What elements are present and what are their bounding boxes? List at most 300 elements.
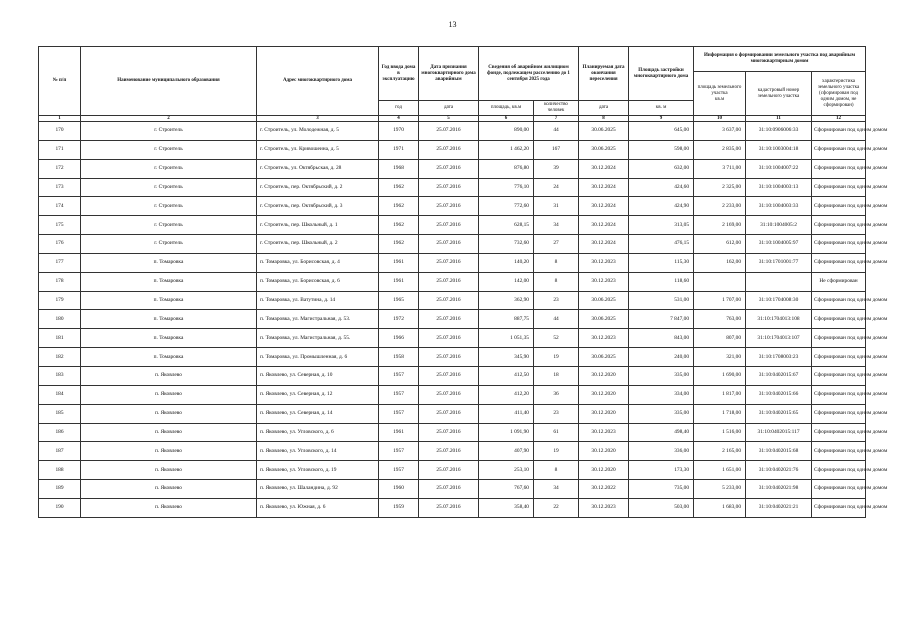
header-land-area: площадь земельного участка кв.м xyxy=(694,72,746,116)
header-address: Адрес многоквартирного дома xyxy=(257,47,379,116)
cell-date-emergency: 25.07.2016 xyxy=(419,291,479,310)
cell-land-area: 3 637,00 xyxy=(694,122,746,141)
header-unit-year: год xyxy=(379,101,419,116)
cell-building-area: 173,30 xyxy=(629,461,694,480)
table-row xyxy=(39,272,866,291)
cell-land-status: Сформирован под одним домом xyxy=(812,310,866,329)
cell-land-area: 321,00 xyxy=(694,348,746,367)
cell-people-count: 18 xyxy=(534,366,579,385)
cell-cadastral-number: 31:10:1701001:77 xyxy=(746,253,812,272)
header-year-commissioned: Год ввода дома в эксплуатацию xyxy=(379,47,419,101)
cell-date-emergency: 25.07.2016 xyxy=(419,178,479,197)
cell-row-number: 177 xyxy=(39,253,81,272)
cell-year-commissioned: 1960 xyxy=(379,480,419,499)
cell-building-area: 335,00 xyxy=(629,366,694,385)
cell-year-commissioned: 1962 xyxy=(379,197,419,216)
cell-cadastral-number: 31:10:1004007:22 xyxy=(746,159,812,178)
cell-row-number: 179 xyxy=(39,291,81,310)
cell-date-emergency: 25.07.2016 xyxy=(419,272,479,291)
cell-land-area: 1 817,00 xyxy=(694,385,746,404)
table-row xyxy=(39,385,866,404)
table-row xyxy=(39,404,866,423)
cell-planned-date: 30.12.2022 xyxy=(579,480,629,499)
cell-row-number: 190 xyxy=(39,498,81,517)
cell-planned-date: 30.06.2025 xyxy=(579,291,629,310)
column-number: 2 xyxy=(81,116,257,122)
header-fund-info: Сведения об аварийном жилищном фонде, подлежащем расселению до 1 сентября 2025 года xyxy=(479,47,579,101)
cell-planned-date: 30.06.2025 xyxy=(579,310,629,329)
table-row xyxy=(39,235,866,254)
cell-people-count: 61 xyxy=(534,423,579,442)
cell-address: п. Яковлево, ул. Северная, д. 14 xyxy=(257,404,379,423)
cell-date-emergency: 25.07.2016 xyxy=(419,329,479,348)
cell-area: 767,60 xyxy=(479,480,534,499)
cell-cadastral-number: 31:10:1004003:33 xyxy=(746,197,812,216)
cell-building-area: 7 847,00 xyxy=(629,310,694,329)
cell-cadastral-number: 31:10:1003004:18 xyxy=(746,140,812,159)
header-unit-people: количество человек xyxy=(534,101,579,116)
cell-address: г. Строитель, ул. Кривошеина, д. 5 xyxy=(257,140,379,159)
cell-year-commissioned: 1959 xyxy=(379,498,419,517)
cell-year-commissioned: 1957 xyxy=(379,461,419,480)
cell-land-status: Сформирован под одним домом xyxy=(812,291,866,310)
cell-row-number: 171 xyxy=(39,140,81,159)
cell-land-area: 2 325,00 xyxy=(694,178,746,197)
table-header xyxy=(39,47,866,116)
table-body xyxy=(39,116,888,518)
cell-land-status: Сформирован под одним домом xyxy=(812,461,866,480)
cell-land-status: Сформирован под одним домом xyxy=(812,122,866,141)
cell-land-area: 1 690,00 xyxy=(694,366,746,385)
cell-year-commissioned: 1962 xyxy=(379,235,419,254)
cell-municipality: п. Томаровка xyxy=(81,348,257,367)
page-number: 13 xyxy=(448,20,457,29)
table-row xyxy=(39,216,866,235)
cell-municipality: п. Яковлево xyxy=(81,480,257,499)
cell-land-status: Не сформирован xyxy=(812,272,866,291)
cell-row-number: 172 xyxy=(39,159,81,178)
cell-planned-date: 30.12.2024 xyxy=(579,216,629,235)
cell-row-number: 189 xyxy=(39,480,81,499)
cell-row-number: 188 xyxy=(39,461,81,480)
cell-land-status: Сформирован под одним домом xyxy=(812,442,866,461)
cell-land-area: 1 683,00 xyxy=(694,498,746,517)
cell-building-area: 115,30 xyxy=(629,253,694,272)
cell-year-commissioned: 1957 xyxy=(379,404,419,423)
table-row xyxy=(39,122,866,141)
cell-municipality: г. Строитель xyxy=(81,235,257,254)
cell-row-number: 180 xyxy=(39,310,81,329)
cell-planned-date: 30.12.2023 xyxy=(579,498,629,517)
cell-building-area: 424,60 xyxy=(629,178,694,197)
cell-municipality: п. Яковлево xyxy=(81,404,257,423)
cell-row-number: 173 xyxy=(39,178,81,197)
cell-land-area xyxy=(694,272,746,291)
cell-area: 1 462,20 xyxy=(479,140,534,159)
cell-area: 772,60 xyxy=(479,197,534,216)
cell-people-count: 34 xyxy=(534,216,579,235)
cell-people-count: 36 xyxy=(534,385,579,404)
cell-cadastral-number: 31:10:0402015:117 xyxy=(746,423,812,442)
cell-year-commissioned: 1965 xyxy=(379,291,419,310)
table-row xyxy=(39,480,866,499)
cell-building-area: 476,15 xyxy=(629,235,694,254)
cell-area: 140,20 xyxy=(479,253,534,272)
table-row xyxy=(39,348,866,367)
cell-row-number: 175 xyxy=(39,216,81,235)
cell-address: г. Строитель, пер. Школьный, д. 1 xyxy=(257,216,379,235)
table-row xyxy=(39,366,866,385)
cell-cadastral-number: 31:10:1704008:30 xyxy=(746,291,812,310)
cell-row-number: 170 xyxy=(39,122,81,141)
column-number: 5 xyxy=(419,116,479,122)
cell-land-status: Сформирован под одним домом xyxy=(812,480,866,499)
cell-municipality: п. Яковлево xyxy=(81,385,257,404)
cell-address: п. Томаровка, ул. Магистральная, д. 55. xyxy=(257,329,379,348)
cell-address: п. Томаровка, ул. Промышленная, д. 6 xyxy=(257,348,379,367)
cell-land-area: 1 707,00 xyxy=(694,291,746,310)
cell-row-number: 174 xyxy=(39,197,81,216)
cell-address: г. Строитель, пер. Школьный, д. 2 xyxy=(257,235,379,254)
cell-row-number: 186 xyxy=(39,423,81,442)
cell-planned-date: 30.06.2025 xyxy=(579,348,629,367)
header-land-info: Информация о формировании земельного участка под аварийным многоквартирным домом xyxy=(694,47,866,72)
cell-year-commissioned: 1961 xyxy=(379,253,419,272)
cell-municipality: п. Яковлево xyxy=(81,366,257,385)
cell-area: 890,00 xyxy=(479,122,534,141)
cell-row-number: 176 xyxy=(39,235,81,254)
cell-year-commissioned: 1971 xyxy=(379,140,419,159)
cell-people-count: 19 xyxy=(534,348,579,367)
cell-year-commissioned: 1962 xyxy=(379,178,419,197)
cell-municipality: п. Томаровка xyxy=(81,272,257,291)
cell-building-area: 843,00 xyxy=(629,329,694,348)
cell-cadastral-number: 31:10:1004005:97 xyxy=(746,235,812,254)
table-row xyxy=(39,159,866,178)
cell-municipality: г. Строитель xyxy=(81,159,257,178)
cell-address: п. Яковлево, ул. Угловского, д. 14 xyxy=(257,442,379,461)
header-date-emergency: Дата признания многоквартирного дома аварийным xyxy=(419,47,479,101)
cell-area: 358,40 xyxy=(479,498,534,517)
cell-address: п. Яковлево, ул. Угловского, д. 6 xyxy=(257,423,379,442)
cell-year-commissioned: 1970 xyxy=(379,122,419,141)
cell-date-emergency: 25.07.2016 xyxy=(419,404,479,423)
cell-land-area: 807,00 xyxy=(694,329,746,348)
cell-land-area: 162,00 xyxy=(694,253,746,272)
header-planned-date: Планируемая дата окончания переселения xyxy=(579,47,629,101)
cell-cadastral-number: 31:10:0402021:21 xyxy=(746,498,812,517)
table-row xyxy=(39,140,866,159)
cell-land-status: Сформирован под одним домом xyxy=(812,197,866,216)
cell-planned-date: 30.06.2025 xyxy=(579,122,629,141)
cell-cadastral-number: 31:10:0402015:67 xyxy=(746,366,812,385)
cell-people-count: 31 xyxy=(534,197,579,216)
cell-cadastral-number: 31:10:0402021:76 xyxy=(746,461,812,480)
cell-land-status: Сформирован под одним домом xyxy=(812,404,866,423)
column-number: 4 xyxy=(379,116,419,122)
cell-land-area: 1 651,00 xyxy=(694,461,746,480)
cell-municipality: п. Яковлево xyxy=(81,498,257,517)
header-cadastral: кадастровый номер земельного участка xyxy=(746,72,812,116)
table-row xyxy=(39,310,866,329)
cell-planned-date: 30.12.2020 xyxy=(579,461,629,480)
cell-land-area: 763,00 xyxy=(694,310,746,329)
cell-land-status: Сформирован под одним домом xyxy=(812,366,866,385)
cell-land-status: Сформирован под одним домом xyxy=(812,253,866,272)
emergency-housing-table xyxy=(38,46,888,518)
cell-people-count: 8 xyxy=(534,272,579,291)
cell-address: п. Томаровка, ул. Магистральная, д. 53. xyxy=(257,310,379,329)
cell-cadastral-number: 31:10:0402015:68 xyxy=(746,442,812,461)
cell-row-number: 178 xyxy=(39,272,81,291)
cell-date-emergency: 25.07.2016 xyxy=(419,159,479,178)
header-municipality: Наименование муниципального образования xyxy=(81,47,257,116)
cell-year-commissioned: 1962 xyxy=(379,216,419,235)
cell-row-number: 183 xyxy=(39,366,81,385)
cell-building-area: 598,00 xyxy=(629,140,694,159)
cell-municipality: г. Строитель xyxy=(81,122,257,141)
column-number: 12 xyxy=(812,116,866,122)
cell-area: 412,20 xyxy=(479,385,534,404)
cell-date-emergency: 25.07.2016 xyxy=(419,442,479,461)
cell-land-area: 3 711,00 xyxy=(694,159,746,178)
cell-planned-date: 30.12.2023 xyxy=(579,272,629,291)
cell-address: п. Яковлево, ул. Шаландина, д. 92 xyxy=(257,480,379,499)
cell-planned-date: 30.12.2020 xyxy=(579,385,629,404)
cell-building-area: 735,00 xyxy=(629,480,694,499)
cell-building-area: 498,40 xyxy=(629,423,694,442)
cell-people-count: 8 xyxy=(534,461,579,480)
column-number: 3 xyxy=(257,116,379,122)
cell-area: 876,80 xyxy=(479,159,534,178)
cell-area: 345,90 xyxy=(479,348,534,367)
cell-area: 887,75 xyxy=(479,310,534,329)
cell-area: 407,90 xyxy=(479,442,534,461)
cell-municipality: п. Яковлево xyxy=(81,461,257,480)
table-row xyxy=(39,291,866,310)
cell-cadastral-number: 31:10:1004003:13 xyxy=(746,178,812,197)
cell-municipality: п. Томаровка xyxy=(81,329,257,348)
cell-municipality: г. Строитель xyxy=(81,216,257,235)
cell-row-number: 181 xyxy=(39,329,81,348)
table-row xyxy=(39,442,866,461)
cell-date-emergency: 25.07.2016 xyxy=(419,310,479,329)
cell-planned-date: 30.12.2023 xyxy=(579,329,629,348)
cell-land-area: 2 835,00 xyxy=(694,140,746,159)
cell-address: г. Строитель, пер. Октябрьский, д. 3 xyxy=(257,197,379,216)
cell-planned-date: 30.12.2024 xyxy=(579,235,629,254)
cell-area: 776,10 xyxy=(479,178,534,197)
cell-year-commissioned: 1957 xyxy=(379,366,419,385)
column-number: 8 xyxy=(579,116,629,122)
cell-planned-date: 30.06.2025 xyxy=(579,140,629,159)
cell-municipality: г. Строитель xyxy=(81,197,257,216)
cell-row-number: 182 xyxy=(39,348,81,367)
cell-year-commissioned: 1961 xyxy=(379,423,419,442)
table-row xyxy=(39,423,866,442)
table-row xyxy=(39,197,866,216)
cell-year-commissioned: 1957 xyxy=(379,385,419,404)
cell-cadastral-number: 31:10:0402015:66 xyxy=(746,385,812,404)
table-row xyxy=(39,461,866,480)
cell-address: п. Яковлево, ул. Северная, д. 12 xyxy=(257,385,379,404)
cell-building-area: 632,00 xyxy=(629,159,694,178)
cell-land-area: 1 516,00 xyxy=(694,423,746,442)
cell-people-count: 22 xyxy=(534,498,579,517)
header-land-status: характеристика земельного участка (сформирован под одним домом, не сформирован) xyxy=(812,72,866,116)
header-unit-date: дата xyxy=(419,101,479,116)
cell-year-commissioned: 1961 xyxy=(379,272,419,291)
cell-building-area: 335,00 xyxy=(629,404,694,423)
header-unit-date2: дата xyxy=(579,101,629,116)
cell-date-emergency: 25.07.2016 xyxy=(419,480,479,499)
cell-address: п. Яковлево, ул. Угловского, д. 19 xyxy=(257,461,379,480)
cell-planned-date: 30.12.2023 xyxy=(579,423,629,442)
cell-people-count: 39 xyxy=(534,159,579,178)
cell-address: п. Томаровка, ул. Борисовская, д. 6 xyxy=(257,272,379,291)
cell-municipality: п. Томаровка xyxy=(81,291,257,310)
cell-land-status: Сформирован под одним домом xyxy=(812,423,866,442)
cell-people-count: 19 xyxy=(534,442,579,461)
header-building-area: Площадь застройки многоквартирного дома xyxy=(629,47,694,101)
cell-cadastral-number: 31:10:0906006:33 xyxy=(746,122,812,141)
cell-area: 253,10 xyxy=(479,461,534,480)
cell-address: п. Яковлево, ул. Северная, д. 10 xyxy=(257,366,379,385)
header-num: № п/п xyxy=(39,47,81,116)
cell-year-commissioned: 1972 xyxy=(379,310,419,329)
cell-people-count: 24 xyxy=(534,178,579,197)
cell-date-emergency: 25.07.2016 xyxy=(419,423,479,442)
cell-date-emergency: 25.07.2016 xyxy=(419,197,479,216)
column-number: 7 xyxy=(534,116,579,122)
cell-planned-date: 30.12.2020 xyxy=(579,442,629,461)
cell-building-area: 240,00 xyxy=(629,348,694,367)
cell-people-count: 44 xyxy=(534,122,579,141)
cell-planned-date: 30.12.2024 xyxy=(579,159,629,178)
cell-land-area: 5 233,00 xyxy=(694,480,746,499)
cell-year-commissioned: 1966 xyxy=(379,329,419,348)
cell-area: 412,50 xyxy=(479,366,534,385)
header-unit-sqm: кв. м xyxy=(629,101,694,116)
cell-cadastral-number: 31:10:1708003:23 xyxy=(746,348,812,367)
cell-people-count: 167 xyxy=(534,140,579,159)
cell-row-number: 185 xyxy=(39,404,81,423)
cell-land-status: Сформирован под одним домом xyxy=(812,329,866,348)
cell-planned-date: 30.12.2024 xyxy=(579,178,629,197)
cell-land-status: Сформирован под одним домом xyxy=(812,159,866,178)
cell-land-status: Сформирован под одним домом xyxy=(812,498,866,517)
cell-building-area: 313,05 xyxy=(629,216,694,235)
cell-planned-date: 30.12.2020 xyxy=(579,404,629,423)
cell-date-emergency: 25.07.2016 xyxy=(419,140,479,159)
cell-land-area: 2 165,00 xyxy=(694,442,746,461)
column-number: 11 xyxy=(746,116,812,122)
table-row xyxy=(39,329,866,348)
cell-date-emergency: 25.07.2016 xyxy=(419,253,479,272)
cell-municipality: п. Томаровка xyxy=(81,310,257,329)
cell-people-count: 52 xyxy=(534,329,579,348)
cell-municipality: п. Яковлево xyxy=(81,442,257,461)
column-number: 1 xyxy=(39,116,81,122)
cell-area: 1 051,35 xyxy=(479,329,534,348)
table-row xyxy=(39,498,866,517)
cell-land-status: Сформирован под одним домом xyxy=(812,140,866,159)
cell-land-area: 1 718,00 xyxy=(694,404,746,423)
table-row xyxy=(39,253,866,272)
cell-address: г. Строитель, пер. Октябрьский, д. 2 xyxy=(257,178,379,197)
cell-people-count: 8 xyxy=(534,253,579,272)
cell-date-emergency: 25.07.2016 xyxy=(419,348,479,367)
cell-municipality: г. Строитель xyxy=(81,178,257,197)
cell-address: г. Строитель, ул. Молодежная, д. 5 xyxy=(257,122,379,141)
cell-land-area: 2 233,00 xyxy=(694,197,746,216)
cell-building-area: 334,00 xyxy=(629,385,694,404)
cell-building-area: 531,00 xyxy=(629,291,694,310)
cell-municipality: п. Томаровка xyxy=(81,253,257,272)
cell-date-emergency: 25.07.2016 xyxy=(419,366,479,385)
cell-area: 732,60 xyxy=(479,235,534,254)
cell-row-number: 187 xyxy=(39,442,81,461)
cell-cadastral-number: 31:10:1704013:108 xyxy=(746,310,812,329)
cell-building-area: 118,60 xyxy=(629,272,694,291)
cell-address: п. Томаровка, ул. Ватутина, д. 14 xyxy=(257,291,379,310)
cell-address: п. Яковлево, ул. Южная, д. 6 xyxy=(257,498,379,517)
cell-building-area: 424,90 xyxy=(629,197,694,216)
cell-cadastral-number: 31:10:0402021:98 xyxy=(746,480,812,499)
cell-land-status: Сформирован под одним домом xyxy=(812,385,866,404)
cell-people-count: 23 xyxy=(534,291,579,310)
cell-date-emergency: 25.07.2016 xyxy=(419,122,479,141)
cell-planned-date: 30.12.2023 xyxy=(579,253,629,272)
cell-people-count: 23 xyxy=(534,404,579,423)
cell-land-status: Сформирован под одним домом xyxy=(812,216,866,235)
table-row xyxy=(39,178,866,197)
cell-people-count: 44 xyxy=(534,310,579,329)
cell-land-area: 2 169,00 xyxy=(694,216,746,235)
cell-planned-date: 30.12.2024 xyxy=(579,197,629,216)
cell-building-area: 645,00 xyxy=(629,122,694,141)
cell-area: 628,15 xyxy=(479,216,534,235)
cell-address: г. Строитель, ул. Октябрьская, д. 28 xyxy=(257,159,379,178)
cell-address: п. Томаровка, ул. Борисовская, д. 4 xyxy=(257,253,379,272)
cell-year-commissioned: 1957 xyxy=(379,442,419,461)
cell-date-emergency: 25.07.2016 xyxy=(419,498,479,517)
cell-date-emergency: 25.07.2016 xyxy=(419,385,479,404)
cell-land-area: 612,00 xyxy=(694,235,746,254)
cell-land-status: Сформирован под одним домом xyxy=(812,235,866,254)
cell-date-emergency: 25.07.2016 xyxy=(419,461,479,480)
cell-row-number: 184 xyxy=(39,385,81,404)
cell-building-area: 503,00 xyxy=(629,498,694,517)
column-number: 9 xyxy=(629,116,694,122)
cell-area: 1 091,90 xyxy=(479,423,534,442)
column-number: 6 xyxy=(479,116,534,122)
cell-cadastral-number: 31:10:1004005:2 xyxy=(746,216,812,235)
cell-people-count: 34 xyxy=(534,480,579,499)
cell-municipality: п. Яковлево xyxy=(81,423,257,442)
cell-area: 362,90 xyxy=(479,291,534,310)
cell-date-emergency: 25.07.2016 xyxy=(419,235,479,254)
cell-cadastral-number: 31:10:1704013:107 xyxy=(746,329,812,348)
cell-people-count: 27 xyxy=(534,235,579,254)
cell-year-commissioned: 1958 xyxy=(379,348,419,367)
cell-cadastral-number: 31:10:0402015:65 xyxy=(746,404,812,423)
cell-municipality: г. Строитель xyxy=(81,140,257,159)
column-number: 10 xyxy=(694,116,746,122)
cell-land-status: Сформирован под одним домом xyxy=(812,178,866,197)
cell-land-status: Сформирован под одним домом xyxy=(812,348,866,367)
cell-date-emergency: 25.07.2016 xyxy=(419,216,479,235)
